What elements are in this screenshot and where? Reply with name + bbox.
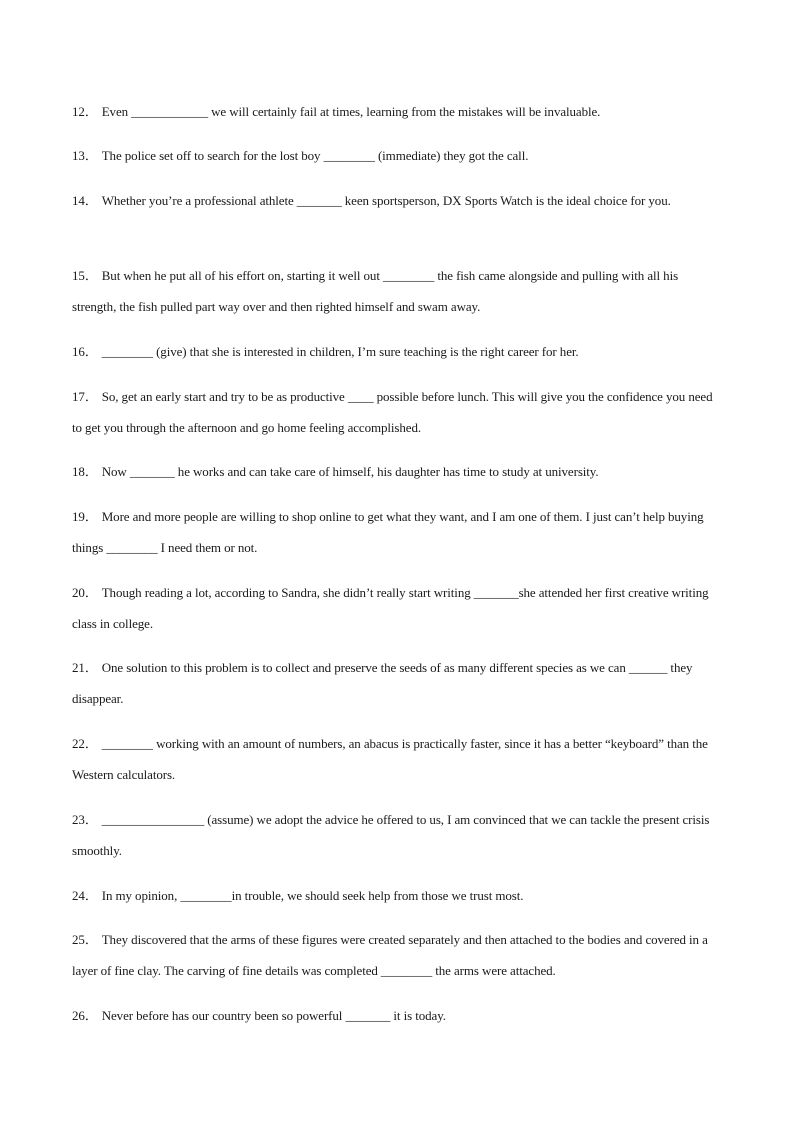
question-text: Never before has our country been so powerful _______ it is today. (101, 1008, 446, 1023)
question-separator: ． (84, 389, 98, 404)
question-number: 17 (72, 389, 85, 404)
question-text: ________ (give) that she is interested in children, I’m sure teaching is the right career for her. (101, 344, 579, 359)
question-text: In my opinion, ________in trouble, we should seek help from those we trust most. (101, 888, 524, 903)
question-number: 19 (72, 509, 85, 524)
question-text: But when he put all of his effort on, starting it well out ________ the fish came alongside and pulling with all his strength, the fish pulled part way over and then righted himself and swam away. (72, 268, 679, 314)
question-text: Whether you’re a professional athlete _______ keen sportsperson, DX Sports Watch is the ideal choice for you. (101, 193, 671, 208)
question-text: Even ____________ we will certainly fail at times, learning from the mistakes will be invaluable. (101, 104, 601, 119)
question-separator: ． (84, 660, 98, 675)
question-14 (72, 185, 724, 216)
question-23 (72, 804, 724, 866)
question-separator: ． (84, 104, 98, 119)
question-21 (72, 652, 724, 714)
question-text: ________ working with an amount of numbers, an abacus is practically faster, since it has a better “keyboard” than the Western calculators. (72, 736, 708, 782)
question-number: 18 (72, 464, 85, 479)
question-text: The police set off to search for the lost boy ________ (immediate) they got the call. (101, 148, 529, 163)
question-number: 12 (72, 104, 85, 119)
question-number: 23 (72, 812, 85, 827)
question-26 (72, 1000, 724, 1031)
question-17 (72, 381, 724, 443)
question-separator: ． (84, 736, 98, 751)
question-separator: ． (84, 1008, 98, 1023)
question-25 (72, 924, 724, 986)
question-text: So, get an early start and try to be as productive ____ possible before lunch. This will give you the confidence you need to get you through the afternoon and go home feeling accomplished. (72, 389, 713, 435)
question-number: 22 (72, 736, 85, 751)
question-number: 24 (72, 888, 85, 903)
question-number: 16 (72, 344, 85, 359)
question-15 (72, 260, 724, 322)
question-16 (72, 336, 724, 367)
question-12 (72, 96, 724, 127)
question-19 (72, 501, 724, 563)
question-separator: ． (84, 268, 98, 283)
question-22 (72, 728, 724, 790)
question-number: 13 (72, 148, 85, 163)
question-number: 15 (72, 268, 85, 283)
question-text: Though reading a lot, according to Sandra, she didn’t really start writing _______she attended her first creative writing class in college. (72, 585, 709, 631)
question-separator: ． (84, 464, 98, 479)
question-number: 26 (72, 1008, 85, 1023)
question-separator: ． (84, 509, 98, 524)
question-18 (72, 456, 724, 487)
question-separator: ． (84, 888, 98, 903)
question-text: One solution to this problem is to collect and preserve the seeds of as many different species as we can ______ they disappear. (72, 660, 693, 706)
question-separator: ． (84, 812, 98, 827)
question-24 (72, 880, 724, 911)
question-separator: ． (84, 344, 98, 359)
question-number: 14 (72, 193, 85, 208)
question-text: ________________ (assume) we adopt the advice he offered to us, I am convinced that we can tackle the present crisis smoothly. (72, 812, 710, 858)
question-separator: ． (84, 585, 98, 600)
question-text: Now _______ he works and can take care of himself, his daughter has time to study at university. (101, 464, 599, 479)
question-text: They discovered that the arms of these figures were created separately and then attached to the bodies and covered in a layer of fine clay. The carving of fine details was completed ________ the arms were attached. (72, 932, 708, 978)
question-number: 25 (72, 932, 85, 947)
question-separator: ． (84, 193, 98, 208)
question-separator: ． (84, 932, 98, 947)
question-20 (72, 577, 724, 639)
question-13 (72, 140, 724, 171)
question-number: 20 (72, 585, 85, 600)
question-number: 21 (72, 660, 85, 675)
question-separator: ． (84, 148, 98, 163)
question-text: More and more people are willing to shop online to get what they want, and I am one of them. I just can’t help buying things ________ I need them or not. (72, 509, 704, 555)
